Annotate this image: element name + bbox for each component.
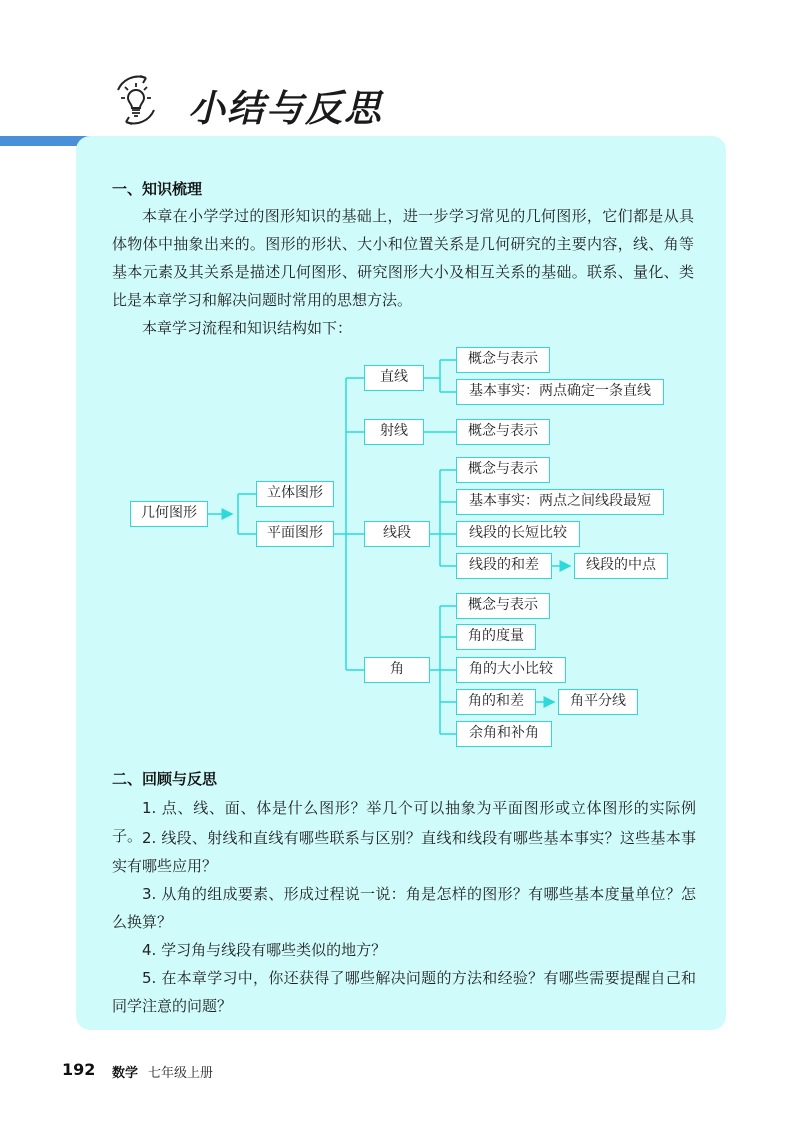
node-geometric-figures: 几何图形 <box>130 501 208 527</box>
review-question-4: 4. 学习角与线段有哪些类似的地方？ <box>142 941 387 959</box>
node-segment-fact: 基本事实：两点之间线段最短 <box>456 489 664 515</box>
page-number: 192 <box>62 1060 96 1079</box>
node-segment-sum-diff: 线段的和差 <box>456 553 552 579</box>
node-angle-bisector: 角平分线 <box>558 689 638 715</box>
node-angle-measure: 角的度量 <box>456 624 536 650</box>
node-ray-concept: 概念与表示 <box>456 419 550 445</box>
page-title: 小结与反思 <box>188 87 383 130</box>
structure-intro: 本章学习流程和知识结构如下： <box>142 319 353 337</box>
node-segment: 线段 <box>364 521 430 547</box>
node-angle-compare: 角的大小比较 <box>456 657 566 683</box>
node-angle-sum-diff: 角的和差 <box>456 689 536 715</box>
footer-subject: 数学 <box>112 1066 139 1081</box>
node-segment-concept: 概念与表示 <box>456 457 550 483</box>
node-plane-figures: 平面图形 <box>256 521 334 547</box>
node-segment-midpoint: 线段的中点 <box>574 553 668 579</box>
footer-book: 七年级上册 <box>148 1066 214 1081</box>
review-question-3: 3. 从角的组成要素、形成过程说一说：角是怎样的图形？有哪些基本度量单位？怎么换算？ <box>112 885 696 931</box>
review-question-1: 1. 点、线、面、体是什么图形？举几个可以抽象为平面图形或立体图形的实际例子。 <box>112 799 696 845</box>
node-line-concept: 概念与表示 <box>456 347 550 373</box>
section-heading-review: 二、回顾与反思 <box>112 770 218 788</box>
node-segment-compare: 线段的长短比较 <box>456 521 580 547</box>
node-solid-figures: 立体图形 <box>256 481 334 507</box>
node-line: 直线 <box>364 365 424 391</box>
node-angle: 角 <box>364 657 430 683</box>
review-question-2: 2. 线段、射线和直线有哪些联系与区别？直线和线段有哪些基本事实？这些基本事实有哪些应用？ <box>112 829 696 875</box>
review-question-5: 5. 在本章学习中，你还获得了哪些解决问题的方法和经验？有哪些需要提醒自己和同学注意的问题？ <box>112 969 696 1015</box>
node-complementary-supplementary: 余角和补角 <box>456 721 552 747</box>
node-angle-concept: 概念与表示 <box>456 593 550 619</box>
intro-paragraph: 本章在小学学过的图形知识的基础上，进一步学习常见的几何图形，它们都是从具体物体中抽象出来的。图形的形状、大小和位置关系是几何研究的主要内容，线、角等基本元素及其关系是描述几何图形、研究图形大小及相互关系的基础。联系、量化、类比是本章学习和解决问题时常用的思想方法。 <box>112 207 694 309</box>
node-ray: 射线 <box>364 419 424 445</box>
section-heading-knowledge: 一、知识梳理 <box>112 180 203 198</box>
node-line-fact: 基本事实：两点确定一条直线 <box>456 379 664 405</box>
